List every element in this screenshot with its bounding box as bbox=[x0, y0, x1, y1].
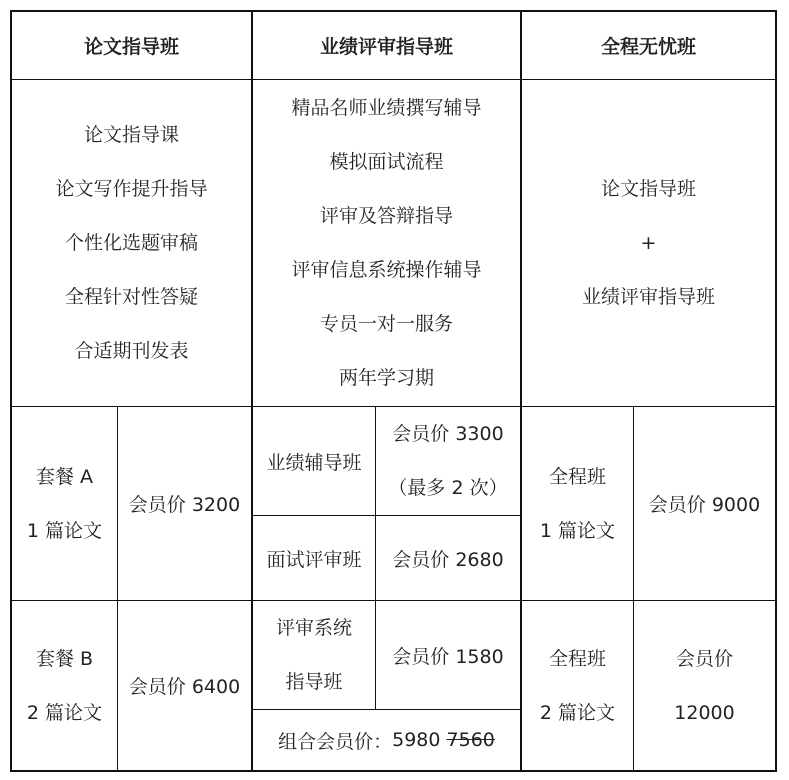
interview-price: 会员价 2680 bbox=[392, 548, 504, 571]
interview-price-cell bbox=[376, 516, 520, 600]
full-class-one-papers: 1 篇论文 bbox=[539, 519, 616, 542]
thesis-features bbox=[12, 80, 251, 406]
feature-item: 专员一对一服务 bbox=[319, 313, 453, 335]
tutoring-price: 会员价 3300 bbox=[392, 423, 504, 445]
header-thesis-class-label: 论文指导班 bbox=[83, 36, 179, 58]
feature-item: 精品名师业绩撰写辅导 bbox=[291, 97, 482, 119]
interview-class-label: 面试评审班 bbox=[266, 548, 362, 571]
full-class-one-name: 全程班 bbox=[548, 465, 606, 488]
feature-item: 评审及答辩指导 bbox=[319, 205, 453, 227]
combo-price: 5980 bbox=[392, 729, 441, 751]
full-class-two-papers: 2 篇论文 bbox=[539, 701, 616, 724]
tutoring-class-cell bbox=[253, 407, 375, 515]
header-full-service-class bbox=[522, 12, 775, 79]
full-class-one-price-cell bbox=[634, 407, 775, 600]
tutoring-class-label: 业绩辅导班 bbox=[266, 451, 362, 474]
full-service-features bbox=[522, 80, 775, 406]
header-performance-class-label: 业绩评审指导班 bbox=[319, 36, 453, 58]
full-class-two-price-label: 会员价 bbox=[675, 647, 733, 670]
feature-item: 两年学习期 bbox=[338, 367, 434, 389]
full-class-two-price-value: 12000 bbox=[674, 701, 735, 724]
package-a-price: 会员价 3200 bbox=[128, 494, 241, 516]
package-a bbox=[12, 407, 117, 600]
system-class-label-line2: 指导班 bbox=[285, 671, 343, 693]
tutoring-note: （最多 2 次） bbox=[388, 477, 508, 499]
system-price-cell bbox=[376, 601, 520, 709]
package-b-papers: 2 篇论文 bbox=[26, 701, 103, 724]
feature-item: 全程针对性答疑 bbox=[64, 286, 198, 308]
combo-price-cell bbox=[253, 710, 520, 770]
full-class-two-price-cell bbox=[634, 601, 775, 770]
table-border-bottom bbox=[10, 770, 777, 772]
full-class-two-name: 全程班 bbox=[548, 647, 606, 670]
full-class-one-price: 会员价 9000 bbox=[648, 494, 761, 516]
combo-label: 组合会员价： bbox=[278, 730, 393, 753]
header-thesis-class bbox=[12, 12, 251, 79]
package-a-price-cell bbox=[118, 407, 251, 600]
package-b-name: 套餐 B bbox=[35, 647, 94, 670]
feature-item: 模拟面试流程 bbox=[329, 151, 444, 173]
feature-item: 论文指导课 bbox=[83, 124, 179, 146]
system-price: 会员价 1580 bbox=[392, 645, 504, 668]
package-a-name: 套餐 A bbox=[35, 465, 94, 488]
header-performance-class bbox=[253, 12, 520, 79]
feature-item: 个性化选题审稿 bbox=[64, 232, 198, 254]
feature-plus: + bbox=[640, 232, 657, 254]
package-b bbox=[12, 601, 117, 770]
combo-original-price: 7560 bbox=[446, 729, 495, 751]
full-class-one bbox=[522, 407, 633, 600]
tutoring-price-cell bbox=[376, 407, 520, 515]
package-b-price-cell bbox=[118, 601, 251, 770]
package-b-price: 会员价 6400 bbox=[128, 676, 241, 698]
full-class-two bbox=[522, 601, 633, 770]
feature-item: 业绩评审指导班 bbox=[581, 286, 715, 308]
feature-item: 合适期刊发表 bbox=[74, 340, 189, 362]
table-border-right bbox=[775, 10, 777, 772]
interview-class-cell bbox=[253, 516, 375, 600]
performance-features bbox=[253, 80, 520, 406]
feature-item: 论文指导班 bbox=[600, 178, 696, 200]
package-a-papers: 1 篇论文 bbox=[26, 519, 103, 542]
feature-item: 评审信息系统操作辅导 bbox=[291, 259, 482, 281]
system-class-label-line1: 评审系统 bbox=[275, 617, 352, 639]
header-full-service-class-label: 全程无忧班 bbox=[600, 36, 696, 58]
system-class-cell bbox=[253, 601, 375, 709]
feature-item: 论文写作提升指导 bbox=[55, 178, 208, 200]
